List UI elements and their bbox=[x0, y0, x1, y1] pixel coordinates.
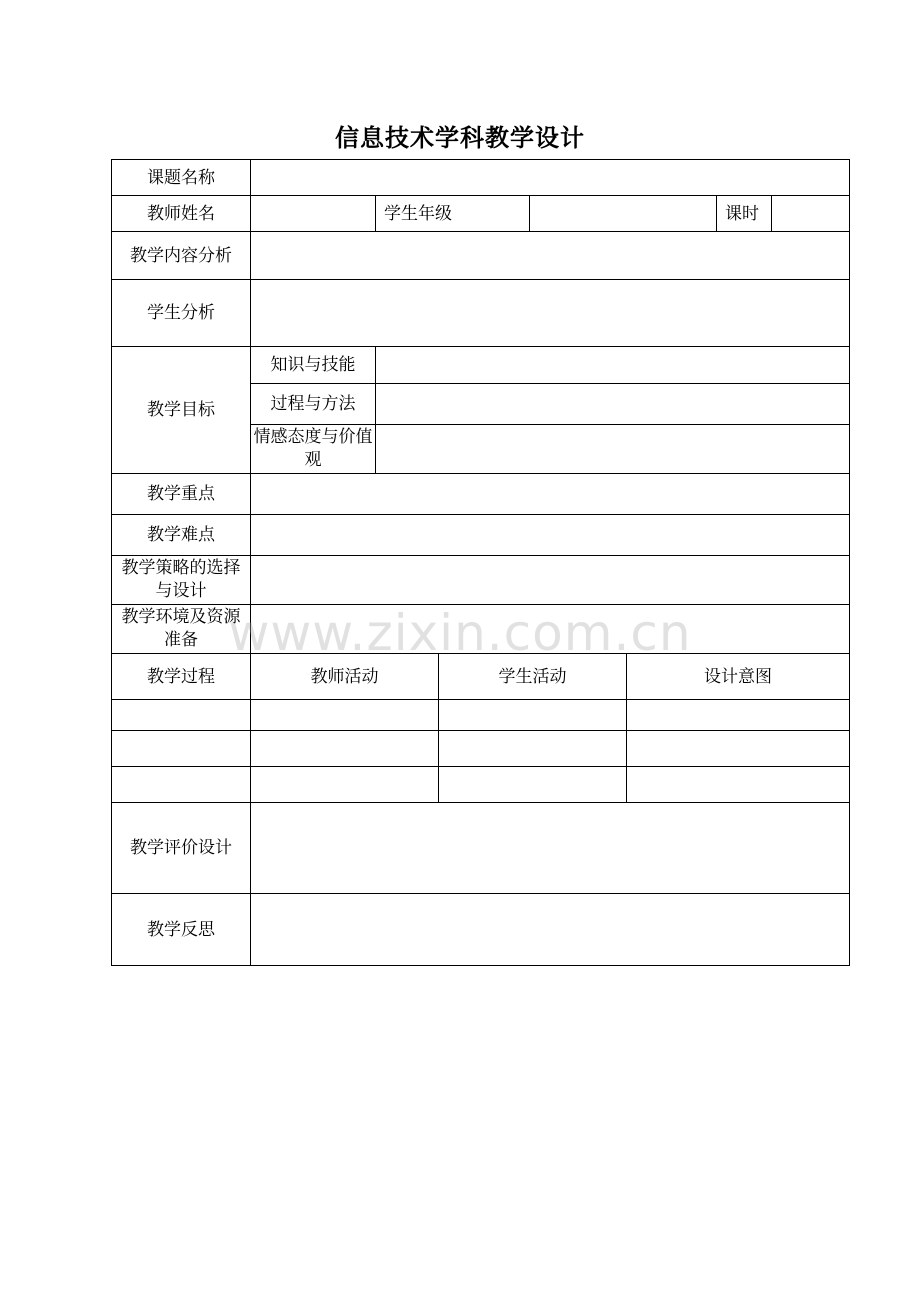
teacher-activity-cell[interactable] bbox=[251, 731, 439, 767]
knowledge-skills-field[interactable] bbox=[376, 347, 850, 384]
environment-field[interactable] bbox=[251, 605, 850, 654]
student-activity-cell[interactable] bbox=[439, 767, 627, 803]
teacher-name-label: 教师姓名 bbox=[112, 196, 251, 232]
page-title: 信息技术学科教学设计 bbox=[335, 124, 585, 152]
reflection-field[interactable] bbox=[251, 894, 850, 966]
objectives-label: 教学目标 bbox=[112, 347, 251, 474]
evaluation-field[interactable] bbox=[251, 803, 850, 894]
difficult-points-field[interactable] bbox=[251, 515, 850, 556]
design-intent-header: 设计意图 bbox=[627, 654, 850, 700]
student-grade-label: 学生年级 bbox=[376, 196, 530, 232]
evaluation-label: 教学评价设计 bbox=[112, 803, 251, 894]
difficult-points-label: 教学难点 bbox=[112, 515, 251, 556]
strategy-field[interactable] bbox=[251, 556, 850, 605]
process-stage-cell[interactable] bbox=[112, 700, 251, 731]
process-stage-cell[interactable] bbox=[112, 731, 251, 767]
design-intent-cell[interactable] bbox=[627, 731, 850, 767]
class-hours-label: 课时 bbox=[717, 196, 772, 232]
teacher-activity-header: 教师活动 bbox=[251, 654, 439, 700]
lesson-design-form bbox=[111, 159, 850, 966]
emotion-values-label: 情感态度与价值观 bbox=[251, 425, 376, 474]
process-label: 教学过程 bbox=[112, 654, 251, 700]
student-grade-field[interactable] bbox=[530, 196, 717, 232]
teacher-name-field[interactable] bbox=[251, 196, 376, 232]
student-analysis-label: 学生分析 bbox=[112, 280, 251, 347]
design-intent-cell[interactable] bbox=[627, 700, 850, 731]
table-row bbox=[112, 731, 850, 767]
table-row bbox=[112, 700, 850, 731]
process-methods-label: 过程与方法 bbox=[251, 384, 376, 425]
topic-name-label: 课题名称 bbox=[112, 160, 251, 196]
reflection-label: 教学反思 bbox=[112, 894, 251, 966]
design-intent-cell[interactable] bbox=[627, 767, 850, 803]
content-analysis-label: 教学内容分析 bbox=[112, 232, 251, 280]
environment-label: 教学环境及资源准备 bbox=[112, 605, 251, 654]
key-points-field[interactable] bbox=[251, 474, 850, 515]
topic-name-field[interactable] bbox=[251, 160, 850, 196]
strategy-label: 教学策略的选择与设计 bbox=[112, 556, 251, 605]
teacher-activity-cell[interactable] bbox=[251, 700, 439, 731]
watermark: www.zixin.com.cn bbox=[228, 604, 692, 662]
process-methods-field[interactable] bbox=[376, 384, 850, 425]
key-points-label: 教学重点 bbox=[112, 474, 251, 515]
student-analysis-field[interactable] bbox=[251, 280, 850, 347]
class-hours-field[interactable] bbox=[772, 196, 850, 232]
process-stage-cell[interactable] bbox=[112, 767, 251, 803]
student-activity-cell[interactable] bbox=[439, 700, 627, 731]
teacher-activity-cell[interactable] bbox=[251, 767, 439, 803]
content-analysis-field[interactable] bbox=[251, 232, 850, 280]
knowledge-skills-label: 知识与技能 bbox=[251, 347, 376, 384]
emotion-values-field[interactable] bbox=[376, 425, 850, 474]
student-activity-cell[interactable] bbox=[439, 731, 627, 767]
table-row bbox=[112, 767, 850, 803]
student-activity-header: 学生活动 bbox=[439, 654, 627, 700]
